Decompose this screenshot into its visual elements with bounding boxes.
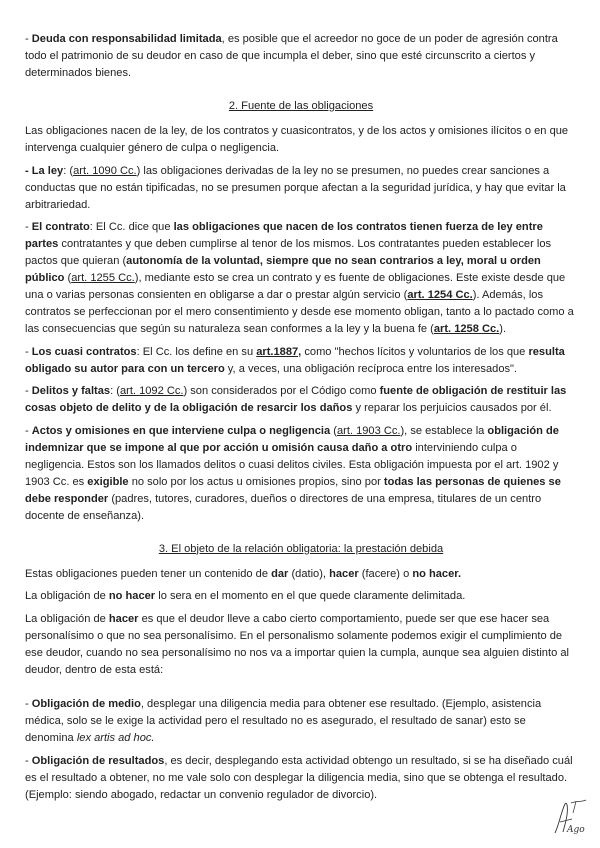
text-run: no solo por los actus u omisiones propios, sino por xyxy=(128,475,384,488)
text-run: (datio), xyxy=(288,567,330,580)
text-run: Estas obligaciones pueden tener un contenido de xyxy=(25,567,272,580)
bold-term: fuente de obligación de restituir las cosas objeto de delito y de la obligación de resarcir los daños xyxy=(25,385,567,414)
paragraph-no-hacer xyxy=(25,588,577,605)
section-heading-objeto: 3. El objeto de la relación obligatoria: la prestación debida xyxy=(158,542,444,555)
text-run: , desplegar una diligencia media para obtener ese resultado. (Ejemplo, asistencia médica, solo se le exige la actividad pero el resultado no es asegurado, el resultado de sanar) esto se denomina xyxy=(25,698,542,744)
bold-term: resulta obligado su autor para con un tercero xyxy=(25,345,565,375)
text-run: como "hechos lícitos y voluntarios de los que xyxy=(301,345,529,358)
text-run: , es decir, desplegando esta actividad obtengo un resultado, si se ha diseñado cuál es el resultado a obtener, no me vale solo con desplegar la diligencia media, sino que se obtenga el resultado. (Ejemplo: siendo abogado, redactar un convenio regulador de divorcio). xyxy=(25,754,573,801)
bold-term: dar xyxy=(271,567,289,580)
text-run: ) las obligaciones derivadas de la ley no se presumen, no puedes crear sanciones a conductas que no están tipificadas, no se presumen porque afectan a la seguridad jurídica, y hay que evitar la arbitrariedad. xyxy=(25,164,566,211)
article-reference: art. 1258 Cc. xyxy=(433,323,500,335)
text-run: ( xyxy=(330,424,337,437)
paragraph-actos-omisiones xyxy=(25,423,577,525)
article-reference: art. 1903 Cc. xyxy=(336,424,401,437)
text-run: es que el deudor lleve a cabo cierto comportamiento, puede ser que ese hacer sea personalísimo o que no sea personalísimo. En el personalismo solamente podemos exigir el cumplimiento de ese deudor, cuando no sea personalísimo no nos va a importar quien la cumpla, aunque sea alguien distinto al deudor, dentro de esta está: xyxy=(25,612,569,676)
text-run: y, a veces, una obligación recíproca entre los interesados". xyxy=(224,362,518,375)
paragraph-cuasi-contratos xyxy=(25,344,577,378)
text-run: - xyxy=(25,424,32,437)
text-run: ), se establece la xyxy=(400,424,488,437)
bold-term: El contrato xyxy=(31,221,90,233)
paragraph-la-ley xyxy=(25,163,577,214)
bold-term: no hacer. xyxy=(412,567,462,580)
text-run: La obligación de xyxy=(25,612,109,625)
bold-term: Obligación de medio xyxy=(31,698,141,710)
text-run: lo sera en el momento en el que quede claramente delimitada. xyxy=(155,590,466,602)
text-run: La obligación de xyxy=(25,590,109,602)
text-run: : El Cc. dice que xyxy=(89,221,174,233)
bold-term: todas las personas de quienes se debe responder xyxy=(25,475,561,505)
signature-logo xyxy=(552,798,588,836)
bold-term: Delitos y faltas xyxy=(31,385,111,397)
text-run: (facere) o xyxy=(358,567,413,580)
text-run: interviniendo culpa o negligencia. Estos son los llamados delitos o cuasi delitos civiles. Esta obligación impuesta por el art. 1902 y 1903 Cc. es xyxy=(25,441,559,488)
text-run: : El Cc. los define en su xyxy=(136,345,257,358)
bold-term: Los cuasi contratos xyxy=(31,345,137,358)
bold-term: Actos y omisiones en que interviene culpa o negligencia xyxy=(31,424,331,437)
bold-term: exigible xyxy=(87,475,129,488)
section-heading-fuentes: 2. Fuente de las obligaciones xyxy=(228,100,374,112)
text-run: - xyxy=(25,221,32,233)
bold-term: las obligaciones que nacen de los contratos tienen fuerza de ley entre partes xyxy=(25,221,543,250)
text-run: - xyxy=(25,754,32,767)
text-run: - xyxy=(25,385,32,397)
text-run: ), mediante esto se crea un contrato y es fuente de obligaciones. Este existe desde que una o varias personas consienten en obligarse a dar o prestar algún servicio ( xyxy=(25,272,566,301)
bold-term: no hacer xyxy=(108,590,156,602)
article-reference: art. 1255 Cc. xyxy=(71,272,135,284)
text-run: - xyxy=(25,698,32,710)
text-run: - xyxy=(25,345,32,358)
spacer xyxy=(25,684,577,696)
text-run: - xyxy=(25,33,32,45)
bold-term: obligación de indemnizar que se impone al que por acción u omisión causa daño a otro xyxy=(25,424,559,454)
bold-term: autonomía de la voluntad, siempre que no sean contrarios a ley, moral u orden público xyxy=(25,255,541,284)
paragraph-obligacion-medio xyxy=(25,696,577,747)
paragraph-deuda-limitada xyxy=(25,31,577,82)
text-run: ). xyxy=(499,323,507,335)
text-run: ). Además, los contratos se perfeccionan por el mero consentimiento y desde ese momento obligan, tanto a lo pactado como a las consecuencias que según su naturaleza sean conformes a la ley y la buena fe ( xyxy=(25,289,574,335)
bold-term: Obligación de resultados xyxy=(31,754,165,767)
bold-term: hacer xyxy=(108,612,139,625)
document-body xyxy=(25,31,577,809)
text-run: ) son considerados por el Código como xyxy=(183,385,380,397)
article-reference: art.1887, xyxy=(256,345,302,358)
article-reference: art. 1254 Cc. xyxy=(407,289,473,301)
bold-term: Deuda con responsabilidad limitada xyxy=(31,33,222,45)
article-reference: art. 1090 Cc. xyxy=(73,164,137,177)
paragraph-intro-fuentes: Las obligaciones nacen de la ley, de los contratos y cuasicontratos, y de los actos y omisiones ilícitos o en que intervenga cualquier género de culpa o negligencia. xyxy=(25,125,569,154)
text-run: ( xyxy=(64,272,72,284)
bold-term: hacer xyxy=(329,567,359,580)
text-run: contratantes y que deben cumplirse al tenor de los mismos. Los contratantes pueden establecer los pactos que quieran ( xyxy=(25,238,552,267)
italic-term: lex artis ad hoc. xyxy=(76,732,155,744)
text-run: : ( xyxy=(63,164,74,177)
text-run: y reparar los perjuicios causados por él. xyxy=(352,402,552,414)
paragraph-hacer xyxy=(25,611,577,679)
paragraph-contenido xyxy=(25,566,577,583)
signature-text: Ago xyxy=(567,825,585,835)
text-run: , es posible que el acreedor no goce de un poder de agresión contra todo el patrimonio de su deudor en caso de que incumpla el deber, sino que esté circunscrito a ciertos y determinados bienes. xyxy=(25,33,558,79)
bold-term: - La ley xyxy=(25,164,64,177)
text-run: (padres, tutores, curadores, dueños o directores de una empresa, titulares de un centro docente de enseñanza). xyxy=(25,492,542,522)
paragraph-el-contrato xyxy=(25,219,577,338)
article-reference: art. 1092 Cc. xyxy=(119,385,184,397)
paragraph-obligacion-resultados xyxy=(25,753,577,804)
text-run: : ( xyxy=(110,385,120,397)
paragraph-delitos-faltas xyxy=(25,383,577,417)
